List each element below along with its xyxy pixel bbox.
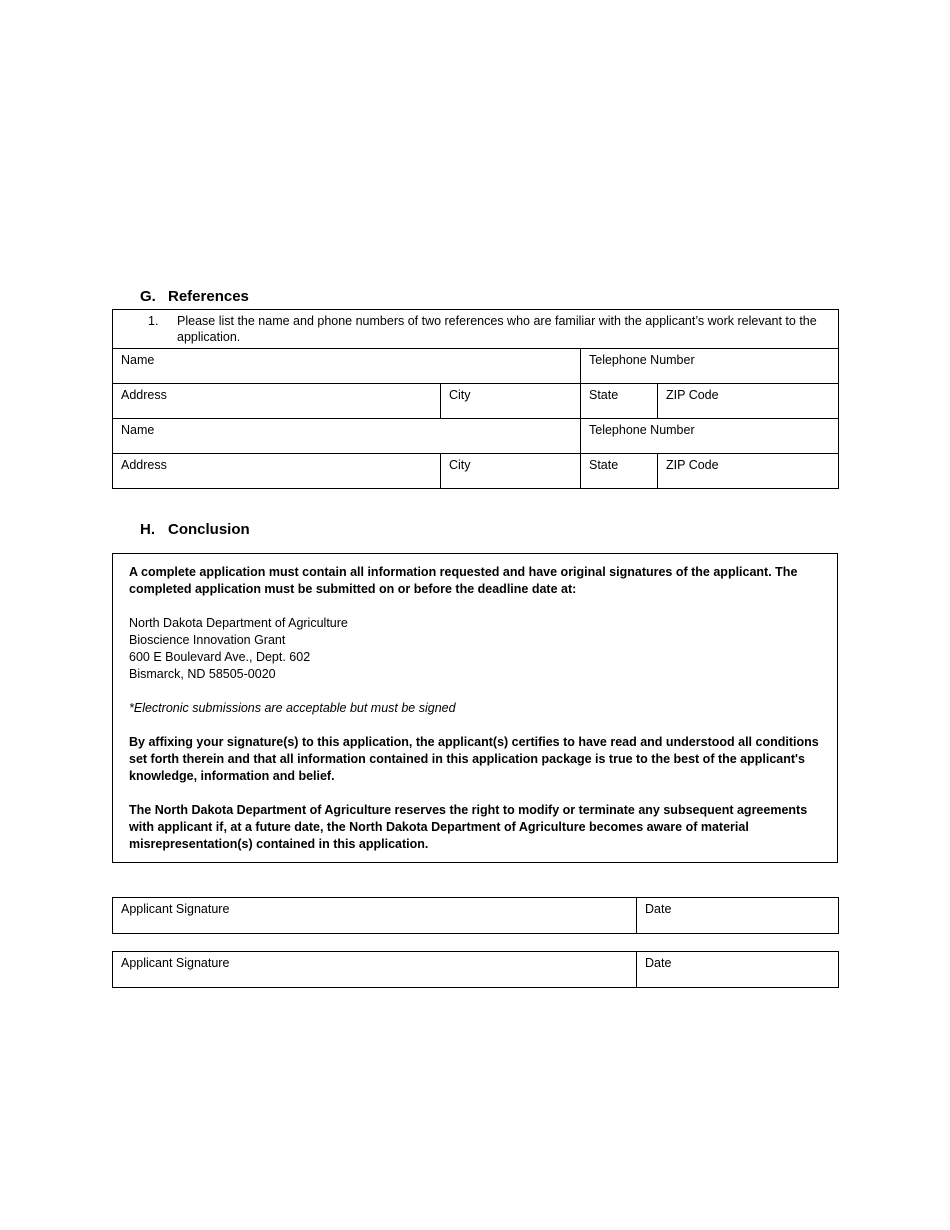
reference-1-zip-field[interactable] xyxy=(658,384,839,419)
applicant-signature-label: Applicant Signature xyxy=(121,902,230,916)
conclusion-title: Conclusion xyxy=(168,521,250,538)
date-label: Date xyxy=(645,956,672,970)
reservation-text: The North Dakota Department of Agriculture reserves the right to modify or terminate any subsequent agreements with applicant if, at a future date, the North Dakota Department of Agriculture becomes aware of material misrepresentation(s) contained in this application. xyxy=(129,803,808,851)
reference-1-name-field[interactable] xyxy=(113,349,581,384)
address-label: Address xyxy=(121,388,167,402)
instruction-number: 1. xyxy=(148,314,159,328)
telephone-label: Telephone Number xyxy=(589,423,695,437)
reference-2-name-field[interactable] xyxy=(113,419,581,454)
conclusion-heading xyxy=(140,521,250,538)
state-label: State xyxy=(589,388,619,402)
reference-2-zip-field[interactable] xyxy=(658,454,839,489)
applicant-signature-field[interactable] xyxy=(113,952,637,988)
signature-date-field[interactable] xyxy=(637,898,839,934)
reference-1-address-field[interactable] xyxy=(113,384,441,419)
signature-row-2 xyxy=(112,951,839,988)
references-heading xyxy=(140,288,249,305)
conclusion-box xyxy=(112,553,838,863)
state-label: State xyxy=(589,458,619,472)
address-line: 600 E Boulevard Ave., Dept. 602 xyxy=(129,650,311,664)
signature-date-field[interactable] xyxy=(637,952,839,988)
address-line: North Dakota Department of Agriculture xyxy=(129,616,348,630)
reference-1-state-field[interactable] xyxy=(581,384,658,419)
reference-2-state-field[interactable] xyxy=(581,454,658,489)
telephone-label: Telephone Number xyxy=(589,353,695,367)
reference-2-city-field[interactable] xyxy=(441,454,581,489)
reference-2-address-field[interactable] xyxy=(113,454,441,489)
address-line: Bismarck, ND 58505-0020 xyxy=(129,667,276,681)
signature-row-1 xyxy=(112,897,839,934)
zip-label: ZIP Code xyxy=(666,458,719,472)
date-label: Date xyxy=(645,902,672,916)
electronic-note: *Electronic submissions are acceptable but must be signed xyxy=(129,701,456,715)
references-instruction xyxy=(113,310,839,349)
references-letter: G. xyxy=(140,288,156,305)
reference-2-telephone-field[interactable] xyxy=(581,419,839,454)
city-label: City xyxy=(449,458,471,472)
city-label: City xyxy=(449,388,471,402)
applicant-signature-field[interactable] xyxy=(113,898,637,934)
address-label: Address xyxy=(121,458,167,472)
conclusion-intro: A complete application must contain all information requested and have original signatures of the applicant. The completed application must be submitted on or before the deadline date at: xyxy=(129,565,798,596)
instruction-text: Please list the name and phone numbers of two references who are familiar with the applicant’s work relevant to the application. xyxy=(177,314,817,344)
zip-label: ZIP Code xyxy=(666,388,719,402)
references-table xyxy=(112,309,839,489)
applicant-signature-label: Applicant Signature xyxy=(121,956,230,970)
references-title: References xyxy=(168,288,249,305)
reference-1-telephone-field[interactable] xyxy=(581,349,839,384)
conclusion-letter: H. xyxy=(140,521,155,538)
certification-text: By affixing your signature(s) to this application, the applicant(s) certifies to have read and understood all conditions set forth therein and that all information contained in this application package is true to the best of the applicant's knowledge, information and belief. xyxy=(129,735,819,783)
reference-1-city-field[interactable] xyxy=(441,384,581,419)
name-label: Name xyxy=(121,353,155,367)
address-line: Bioscience Innovation Grant xyxy=(129,633,286,647)
name-label: Name xyxy=(121,423,155,437)
